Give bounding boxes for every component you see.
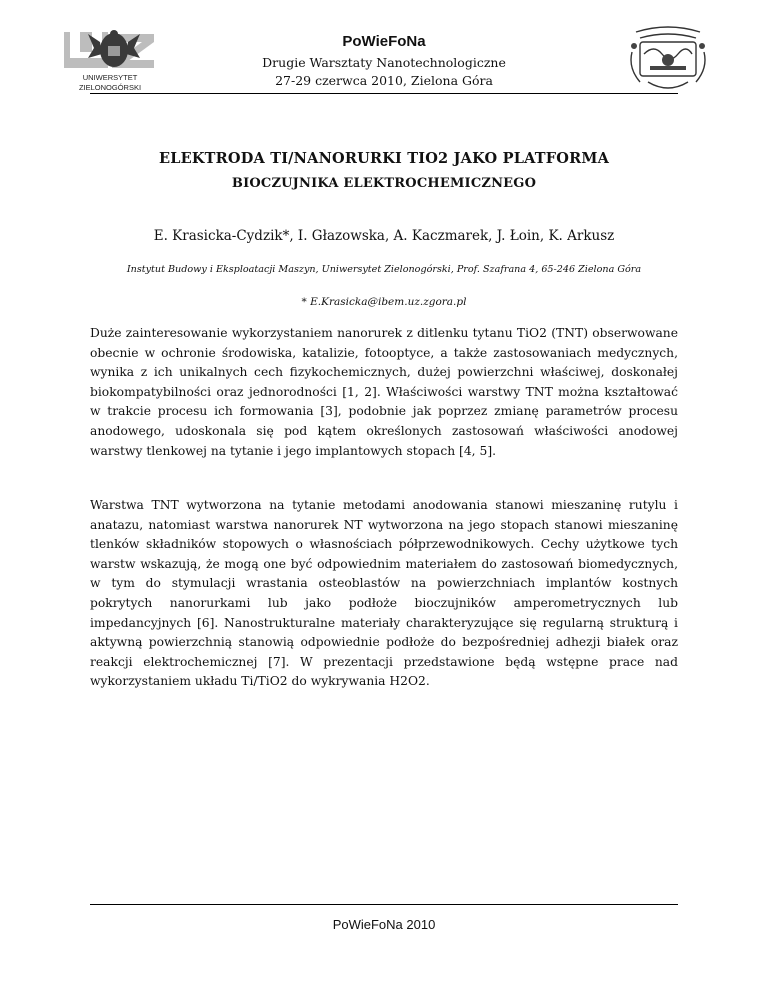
- abstract-paragraph-2: Warstwa TNT wytworzona na tytanie metodami anodowania stanowi mieszaninę rutylu i anatazu, natomiast warstwa nanorurek NT wytworzona na jego stopach stanowi mieszaninę tlenków składników stopowych o własnościach półprzewodnikowych. Cechy użytkowe tych warstw wskazują, że mogą one być odpowiednim materiałem do zastosowań biomedycznych, w tym do stymulacji wrastania osteoblastów na powierzchniach implantów kostnych pokrytych nanorurkami lub jako podłoże bioczujników amperometrycznych lub impedancyjnych [6]. Nanostrukturalne materiały charakteryzujące się regularną strukturą i aktywną powierzchnią stanowią odpowiednie podłoże do bezpośredniej adhezji białek oraz reakcji elektrochemicznej [7]. W prezentacji przedstawione będą wstępne prace nad wykorzystaniem układu Ti/TiO2 do wykrywania H2O2.: [90, 498, 678, 689]
- header-subtitle-line1: Drugie Warsztaty Nanotechnologiczne: [262, 55, 506, 70]
- header-divider: [90, 93, 678, 94]
- header-title: PoWieFoNa: [342, 33, 426, 50]
- article-title-line2: BIOCZUJNIKA ELEKTROCHEMICZNEGO: [231, 176, 537, 191]
- affiliation: Instytut Budowy i Eksploatacji Maszyn, Uniwersytet Zielonogórski, Prof. Szafrana 4, 65-246 Zielona Góra: [126, 264, 642, 275]
- authors: E. Krasicka-Cydzik*, I. Głazowska, A. Kaczmarek, J. Łoin, K. Arkusz: [153, 228, 615, 244]
- abstract-paragraph-1: Duże zainteresowanie wykorzystaniem nanorurek z ditlenku tytanu TiO2 (TNT) obserwowane obecnie w ochronie środowiska, katalizie, fotooptyce, a także zastosowaniach medycznych, wynika z ich unikalnych cech fizykochemicznych, dużej powierzchni właściwej, doskonałej biokompatybilności oraz jednorodności [1, 2]. Właściwości warstwy TNT można kształtować w trakcie procesu ich formowania [3], podobnie jak poprzez zmianę parametrów procesu anodowego, udoskonala się pod kątem określonych zastosowań właściwości anodowej warstwy tlenkowej na tytanie i jego implantowych stopach [4, 5].: [90, 326, 678, 458]
- logo-text-line1: UNIWERSYTET: [82, 73, 138, 82]
- footer-text: PoWieFoNa 2010: [332, 917, 436, 932]
- corresponding-email: * E.Krasicka@ibem.uz.zgora.pl: [301, 296, 467, 308]
- header-subtitle-line2: 27-29 czerwca 2010, Zielona Góra: [275, 73, 493, 88]
- article-title-line1: ELEKTRODA TI/NANORURKI TIO2 JAKO PLATFORMA: [158, 150, 610, 167]
- footer-divider: [90, 904, 678, 905]
- logo-text-line2: ZIELONOGÓRSKI: [78, 83, 142, 92]
